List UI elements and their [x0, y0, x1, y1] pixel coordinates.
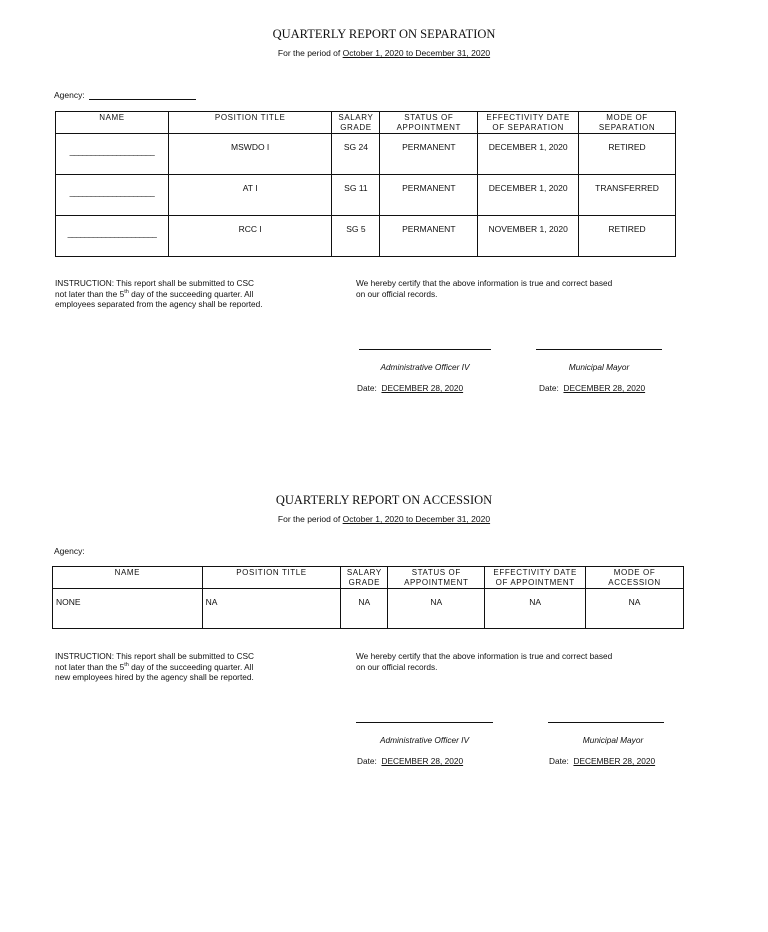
header-status: STATUS OF APPOINTMENT [380, 112, 478, 134]
header-mode: MODE OF ACCESSION [586, 567, 684, 589]
date-value: DECEMBER 28, 2020 [573, 756, 656, 766]
signature-line-admin [356, 722, 493, 723]
signature-line-mayor [536, 349, 662, 350]
date-mayor [549, 756, 655, 766]
header-salary-grade: SALARY GRADE [332, 112, 380, 134]
instruction-line: new employees hired by the agency shall be reported. [55, 672, 254, 682]
cert-line: We hereby certify that the above information is true and correct based [356, 278, 613, 288]
agency-label: Agency: [54, 546, 85, 556]
date-label: Date: [549, 756, 569, 766]
instruction-line: not later than the 5th day of the succeeding quarter. All [55, 288, 254, 299]
cell-date: DECEMBER 1, 2020 [478, 175, 579, 216]
accession-table [52, 566, 684, 629]
cell-position: RCC I [168, 216, 332, 257]
signatory-admin-officer: Administrative Officer IV [380, 735, 469, 745]
cell-name: ____________________ [56, 175, 169, 216]
cell-grade: SG 24 [332, 134, 380, 175]
cell-date: NOVEMBER 1, 2020 [478, 216, 579, 257]
header-mode: MODE OF SEPARATION [579, 112, 676, 134]
cell-date: NA [485, 589, 586, 629]
header-name: NAME [56, 112, 169, 134]
cert-line: on our official records. [356, 288, 438, 299]
cert-line: on our official records. [356, 661, 438, 672]
period-range: October 1, 2020 to December 31, 2020 [342, 48, 491, 58]
cell-position: AT I [168, 175, 332, 216]
date-admin [357, 756, 485, 766]
header-position: POSITION TITLE [202, 567, 341, 589]
table-row [56, 175, 676, 216]
period-range: October 1, 2020 to December 31, 2020 [342, 514, 491, 524]
cell-date: DECEMBER 1, 2020 [478, 134, 579, 175]
table-header-row [53, 567, 684, 589]
instruction-line: not later than the 5th day of the succeeding quarter. All [55, 661, 254, 672]
accession-period [0, 514, 768, 524]
cell-status: PERMANENT [380, 134, 478, 175]
cell-position: MSWDO I [168, 134, 332, 175]
table-row [53, 589, 684, 629]
date-label: Date: [357, 383, 377, 393]
cell-grade: SG 11 [332, 175, 380, 216]
separation-instruction [55, 278, 263, 310]
separation-agency [54, 90, 196, 100]
date-label: Date: [357, 756, 377, 766]
cell-mode: NA [586, 589, 684, 629]
accession-title: QUARTERLY REPORT ON ACCESSION [275, 493, 493, 507]
date-admin [357, 383, 463, 393]
table-row [56, 216, 676, 257]
cell-position: NA [202, 589, 341, 629]
date-value: DECEMBER 28, 2020 [563, 383, 646, 393]
header-status: STATUS OF APPOINTMENT [388, 567, 485, 589]
cell-name: ____________________ [56, 134, 169, 175]
cell-grade: NA [341, 589, 388, 629]
instruction-line: INSTRUCTION: This report shall be submitted to CSC [55, 651, 255, 661]
signature-line-admin [359, 349, 491, 350]
cell-status: NA [388, 589, 485, 629]
agency-label: Agency: [54, 90, 85, 100]
date-value: DECEMBER 28, 2020 [381, 383, 464, 393]
table-row [56, 134, 676, 175]
accession-certification [356, 651, 612, 672]
header-name: NAME [53, 567, 203, 589]
cell-mode: RETIRED [579, 216, 676, 257]
header-salary-grade: SALARY GRADE [341, 567, 388, 589]
cell-name: NONE [53, 589, 203, 629]
signatory-admin-officer: Administrative Officer IV [380, 362, 470, 372]
instruction-line: INSTRUCTION: This report shall be submitted to CSC [55, 278, 255, 288]
accession-agency [54, 546, 85, 556]
header-effectivity: EFFECTIVITY DATE OF APPOINTMENT [485, 567, 586, 589]
date-label: Date: [539, 383, 559, 393]
period-prefix: For the period of [277, 48, 343, 58]
cell-grade: SG 5 [332, 216, 380, 257]
separation-period [0, 48, 768, 58]
signature-line-mayor [548, 722, 664, 723]
table-header-row [56, 112, 676, 134]
header-effectivity: EFFECTIVITY DATE OF SEPARATION [478, 112, 579, 134]
signatory-mayor: Municipal Mayor [582, 735, 644, 745]
separation-table [55, 111, 676, 257]
agency-line [89, 91, 196, 100]
instruction-line: employees separated from the agency shall be reported. [55, 299, 263, 309]
period-prefix: For the period of [277, 514, 343, 524]
separation-certification [356, 278, 612, 299]
cell-mode: RETIRED [579, 134, 676, 175]
separation-title: QUARTERLY REPORT ON SEPARATION [272, 27, 496, 41]
cell-mode: TRANSFERRED [579, 175, 676, 216]
header-position: POSITION TITLE [168, 112, 332, 134]
date-value: DECEMBER 28, 2020 [381, 756, 464, 766]
cert-line: We hereby certify that the above information is true and correct based [356, 651, 613, 661]
signatory-mayor: Municipal Mayor [568, 362, 630, 372]
cell-status: PERMANENT [380, 216, 478, 257]
cell-name: _____________________ [56, 216, 169, 257]
cell-status: PERMANENT [380, 175, 478, 216]
date-mayor [539, 383, 645, 393]
accession-instruction [55, 651, 254, 683]
